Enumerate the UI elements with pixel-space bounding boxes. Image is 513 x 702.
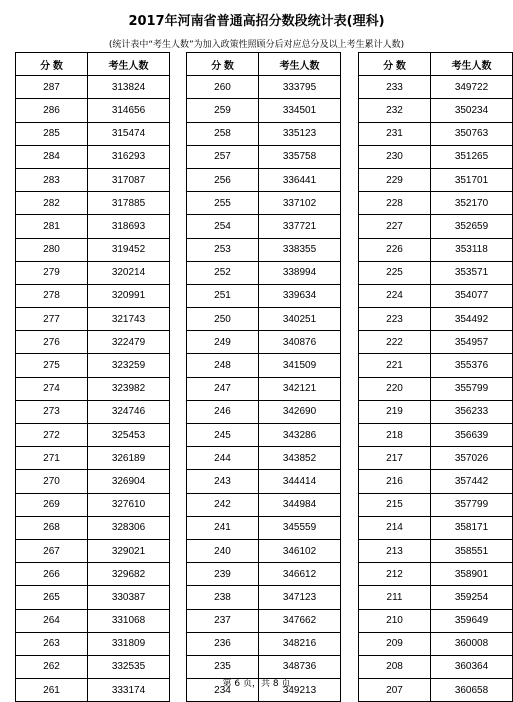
table-row [16, 308, 170, 331]
header-score: 分 数 [187, 53, 259, 76]
count-cell: 320214 [88, 261, 170, 284]
table-row [359, 261, 513, 284]
score-cell: 207 [359, 679, 431, 702]
table-row [187, 400, 341, 423]
table-row [359, 331, 513, 354]
table-row [16, 261, 170, 284]
score-cell: 216 [359, 470, 431, 493]
table-row [187, 331, 341, 354]
score-cell: 231 [359, 122, 431, 145]
count-cell: 323982 [88, 377, 170, 400]
table-row [359, 215, 513, 238]
count-cell: 318693 [88, 215, 170, 238]
score-cell: 283 [16, 168, 88, 191]
count-cell: 332535 [88, 655, 170, 678]
table-row [187, 192, 341, 215]
table-row [359, 586, 513, 609]
count-cell: 313824 [88, 76, 170, 99]
count-cell: 330387 [88, 586, 170, 609]
count-cell: 326904 [88, 470, 170, 493]
count-cell: 358901 [431, 563, 513, 586]
count-cell: 328306 [88, 516, 170, 539]
count-cell: 327610 [88, 493, 170, 516]
score-cell: 227 [359, 215, 431, 238]
score-cell: 238 [187, 586, 259, 609]
score-cell: 279 [16, 261, 88, 284]
score-cell: 211 [359, 586, 431, 609]
count-cell: 355376 [431, 354, 513, 377]
count-cell: 351265 [431, 145, 513, 168]
score-cell: 233 [359, 76, 431, 99]
table-row [359, 400, 513, 423]
score-cell: 249 [187, 331, 259, 354]
score-cell: 251 [187, 284, 259, 307]
header-count: 考生人数 [431, 53, 513, 76]
count-cell: 339634 [259, 284, 341, 307]
table-row [16, 632, 170, 655]
count-cell: 335123 [259, 122, 341, 145]
table-row [187, 447, 341, 470]
table-row [16, 586, 170, 609]
score-cell: 266 [16, 563, 88, 586]
table-row [16, 424, 170, 447]
count-cell: 346102 [259, 539, 341, 562]
count-cell: 360364 [431, 655, 513, 678]
table-row [187, 308, 341, 331]
count-cell: 341509 [259, 354, 341, 377]
score-cell: 260 [187, 76, 259, 99]
count-cell: 340251 [259, 308, 341, 331]
header-score: 分 数 [359, 53, 431, 76]
count-cell: 349722 [431, 76, 513, 99]
count-cell: 331809 [88, 632, 170, 655]
table-row [16, 516, 170, 539]
count-cell: 359649 [431, 609, 513, 632]
score-cell: 267 [16, 539, 88, 562]
count-cell: 355799 [431, 377, 513, 400]
score-cell: 268 [16, 516, 88, 539]
count-cell: 340876 [259, 331, 341, 354]
count-cell: 343852 [259, 447, 341, 470]
table-header-row [359, 53, 513, 76]
table-row [16, 215, 170, 238]
table-row [187, 99, 341, 122]
score-cell: 262 [16, 655, 88, 678]
score-cell: 257 [187, 145, 259, 168]
count-cell: 354077 [431, 284, 513, 307]
score-cell: 222 [359, 331, 431, 354]
count-cell: 314656 [88, 99, 170, 122]
score-cell: 287 [16, 76, 88, 99]
table-row [359, 516, 513, 539]
count-cell: 331068 [88, 609, 170, 632]
count-cell: 357799 [431, 493, 513, 516]
score-cell: 241 [187, 516, 259, 539]
count-cell: 338355 [259, 238, 341, 261]
score-cell: 270 [16, 470, 88, 493]
count-cell: 348736 [259, 655, 341, 678]
score-cell: 261 [16, 679, 88, 702]
table-row [16, 447, 170, 470]
table-row [187, 145, 341, 168]
score-cell: 237 [187, 609, 259, 632]
score-cell: 264 [16, 609, 88, 632]
count-cell: 352659 [431, 215, 513, 238]
count-cell: 350763 [431, 122, 513, 145]
count-cell: 357442 [431, 470, 513, 493]
table-row [187, 168, 341, 191]
score-cell: 209 [359, 632, 431, 655]
count-cell: 316293 [88, 145, 170, 168]
page-subtitle: (统计表中“考生人数”为加入政策性照顾分后对应总分及以上考生累计人数) [108, 40, 405, 50]
table-row [16, 76, 170, 99]
table-row [187, 516, 341, 539]
count-cell: 319452 [88, 238, 170, 261]
table-row [359, 377, 513, 400]
score-cell: 263 [16, 632, 88, 655]
table-row [16, 400, 170, 423]
score-cell: 212 [359, 563, 431, 586]
header-count: 考生人数 [88, 53, 170, 76]
score-cell: 218 [359, 424, 431, 447]
score-cell: 275 [16, 354, 88, 377]
score-cell: 215 [359, 493, 431, 516]
table-row [187, 586, 341, 609]
table-row [187, 377, 341, 400]
score-cell: 276 [16, 331, 88, 354]
score-cell: 230 [359, 145, 431, 168]
count-cell: 353571 [431, 261, 513, 284]
table-row [16, 377, 170, 400]
table-row [187, 261, 341, 284]
count-cell: 333174 [88, 679, 170, 702]
table-row [16, 354, 170, 377]
count-cell: 342121 [259, 377, 341, 400]
table-row [16, 563, 170, 586]
score-cell: 229 [359, 168, 431, 191]
score-cell: 228 [359, 192, 431, 215]
header-count: 考生人数 [259, 53, 341, 76]
count-cell: 317087 [88, 168, 170, 191]
count-cell: 337721 [259, 215, 341, 238]
page-title: 2017年河南省普通高招分数段统计表(理科) [128, 14, 385, 29]
count-cell: 335758 [259, 145, 341, 168]
table-row [187, 238, 341, 261]
table-row [359, 238, 513, 261]
table-row [187, 76, 341, 99]
score-cell: 235 [187, 655, 259, 678]
score-cell: 253 [187, 238, 259, 261]
table-row [16, 168, 170, 191]
score-cell: 254 [187, 215, 259, 238]
table-row [359, 424, 513, 447]
count-cell: 326189 [88, 447, 170, 470]
table-row [16, 122, 170, 145]
score-cell: 223 [359, 308, 431, 331]
score-cell: 281 [16, 215, 88, 238]
score-cell: 255 [187, 192, 259, 215]
table-row [359, 99, 513, 122]
count-cell: 356233 [431, 400, 513, 423]
count-cell: 347123 [259, 586, 341, 609]
table-header-row [16, 53, 170, 76]
count-cell: 358551 [431, 539, 513, 562]
table-row [359, 447, 513, 470]
count-cell: 337102 [259, 192, 341, 215]
table-row [16, 493, 170, 516]
table-row [359, 563, 513, 586]
table-row [187, 424, 341, 447]
table-row [359, 308, 513, 331]
count-cell: 359254 [431, 586, 513, 609]
count-cell: 350234 [431, 99, 513, 122]
table-row [187, 284, 341, 307]
score-cell: 252 [187, 261, 259, 284]
count-cell: 344414 [259, 470, 341, 493]
score-cell: 250 [187, 308, 259, 331]
table-row [187, 632, 341, 655]
count-cell: 345559 [259, 516, 341, 539]
table-row [359, 470, 513, 493]
score-cell: 214 [359, 516, 431, 539]
table-row [187, 493, 341, 516]
table-row [16, 609, 170, 632]
count-cell: 315474 [88, 122, 170, 145]
table-row [359, 632, 513, 655]
score-cell: 213 [359, 539, 431, 562]
score-cell: 243 [187, 470, 259, 493]
table-row [359, 493, 513, 516]
table-row [16, 145, 170, 168]
score-cell: 247 [187, 377, 259, 400]
score-cell: 210 [359, 609, 431, 632]
count-cell: 346612 [259, 563, 341, 586]
count-cell: 348216 [259, 632, 341, 655]
score-cell: 242 [187, 493, 259, 516]
table-row [187, 563, 341, 586]
score-cell: 221 [359, 354, 431, 377]
score-table-1 [15, 52, 170, 702]
score-cell: 285 [16, 122, 88, 145]
table-row [16, 284, 170, 307]
score-cell: 240 [187, 539, 259, 562]
score-cell: 259 [187, 99, 259, 122]
count-cell: 360658 [431, 679, 513, 702]
table-row [359, 284, 513, 307]
count-cell: 356639 [431, 424, 513, 447]
count-cell: 357026 [431, 447, 513, 470]
table-row [359, 168, 513, 191]
count-cell: 342690 [259, 400, 341, 423]
table-row [16, 192, 170, 215]
score-cell: 256 [187, 168, 259, 191]
count-cell: 336441 [259, 168, 341, 191]
table-row [16, 331, 170, 354]
table-row [16, 470, 170, 493]
score-cell: 244 [187, 447, 259, 470]
score-cell: 232 [359, 99, 431, 122]
score-cell: 258 [187, 122, 259, 145]
score-cell: 245 [187, 424, 259, 447]
score-cell: 277 [16, 308, 88, 331]
count-cell: 321743 [88, 308, 170, 331]
count-cell: 329021 [88, 539, 170, 562]
table-row [16, 539, 170, 562]
header-score: 分 数 [16, 53, 88, 76]
score-cell: 220 [359, 377, 431, 400]
score-cell: 225 [359, 261, 431, 284]
score-cell: 265 [16, 586, 88, 609]
page-footer: 第 6 页，共 8 页 [222, 679, 291, 689]
count-cell: 343286 [259, 424, 341, 447]
count-cell: 349213 [259, 679, 341, 702]
table-row [359, 122, 513, 145]
count-cell: 322479 [88, 331, 170, 354]
table-row [16, 238, 170, 261]
count-cell: 338994 [259, 261, 341, 284]
score-cell: 269 [16, 493, 88, 516]
score-cell: 273 [16, 400, 88, 423]
count-cell: 347662 [259, 609, 341, 632]
score-cell: 274 [16, 377, 88, 400]
score-cell: 239 [187, 563, 259, 586]
table-header-row [187, 53, 341, 76]
table-row [359, 354, 513, 377]
score-cell: 217 [359, 447, 431, 470]
count-cell: 358171 [431, 516, 513, 539]
table-row [187, 609, 341, 632]
score-cell: 286 [16, 99, 88, 122]
count-cell: 353118 [431, 238, 513, 261]
count-cell: 323259 [88, 354, 170, 377]
score-cell: 219 [359, 400, 431, 423]
score-cell: 284 [16, 145, 88, 168]
score-cell: 271 [16, 447, 88, 470]
score-cell: 248 [187, 354, 259, 377]
table-row [359, 609, 513, 632]
score-cell: 234 [187, 679, 259, 702]
count-cell: 351701 [431, 168, 513, 191]
table-row [187, 539, 341, 562]
score-cell: 224 [359, 284, 431, 307]
table-row [359, 192, 513, 215]
count-cell: 325453 [88, 424, 170, 447]
score-cell: 272 [16, 424, 88, 447]
count-cell: 324746 [88, 400, 170, 423]
score-cell: 208 [359, 655, 431, 678]
score-table-2 [186, 52, 341, 702]
count-cell: 360008 [431, 632, 513, 655]
table-row [187, 215, 341, 238]
count-cell: 317885 [88, 192, 170, 215]
score-cell: 278 [16, 284, 88, 307]
table-row [359, 539, 513, 562]
count-cell: 333795 [259, 76, 341, 99]
count-cell: 344984 [259, 493, 341, 516]
score-cell: 226 [359, 238, 431, 261]
table-row [187, 354, 341, 377]
table-row [16, 99, 170, 122]
count-cell: 334501 [259, 99, 341, 122]
score-cell: 280 [16, 238, 88, 261]
count-cell: 354492 [431, 308, 513, 331]
table-row [187, 122, 341, 145]
score-cell: 282 [16, 192, 88, 215]
table-row [359, 145, 513, 168]
score-cell: 246 [187, 400, 259, 423]
table-row [187, 470, 341, 493]
count-cell: 354957 [431, 331, 513, 354]
score-table-3 [358, 52, 513, 702]
count-cell: 352170 [431, 192, 513, 215]
count-cell: 329682 [88, 563, 170, 586]
table-row [359, 76, 513, 99]
count-cell: 320991 [88, 284, 170, 307]
score-cell: 236 [187, 632, 259, 655]
